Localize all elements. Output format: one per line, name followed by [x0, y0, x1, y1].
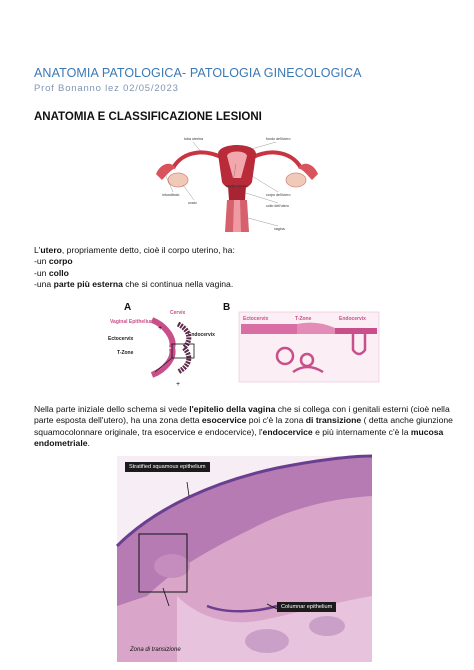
- uterus-illustration: [148, 130, 326, 236]
- plus-sign-top: +: [158, 325, 163, 332]
- left-ovary-shape: [168, 173, 188, 187]
- plus-sign-bottom: +: [176, 381, 181, 388]
- right-tube-shape: [248, 152, 301, 168]
- label-corpo: corpo dell'utero: [266, 193, 291, 197]
- gland-shape-2: [245, 629, 289, 653]
- cervix-lower-lip-shape: [152, 348, 173, 375]
- para2-line2: parte esposta dell'utero), ha una zona detta esocervice poi c'è la zona di transizione ( detta anche giunzione: [34, 415, 453, 426]
- label-a-endocervix: Endocervix: [188, 332, 215, 338]
- paragraph-schema: [34, 404, 453, 449]
- histology-image: [117, 456, 372, 662]
- uterus-anatomy-figure: [148, 130, 326, 236]
- left-tube-shape: [173, 152, 226, 168]
- para2-line3: squamocolonnare originale, tra esocervice e endocervice), l'endocervice e più internamente c'è la mucosa: [34, 426, 444, 437]
- paragraph-utero: [34, 245, 454, 290]
- panel-a-letter: A: [124, 302, 132, 313]
- cervix-shape: [228, 186, 246, 200]
- para1-line2: -un corpo: [34, 256, 73, 267]
- label-a-vaginal-epithelium: Vaginal Epithelium: [110, 319, 155, 325]
- tag-stratified-squamous: Stratified squamous epithelium: [125, 462, 210, 472]
- label-b-endocervix: Endocervix: [339, 316, 366, 322]
- label-vagina: vagina: [274, 227, 285, 231]
- para1-line4: -una parte più esterna che si continua nella vagina.: [34, 278, 234, 289]
- label-b-tzone: T-Zone: [295, 316, 312, 322]
- para2-line1: Nella parte iniziale dello schema si vede l'epitelio della vagina che si collega con i genitali esterni (cioè nella: [34, 404, 450, 414]
- document-subtitle: Prof Bonanno lez 02/05/2023: [34, 83, 179, 94]
- para2-line4: endometriale.: [34, 437, 90, 448]
- cervix-upper-lip-shape: [152, 320, 173, 348]
- label-a-ectocervix: Ectocervix: [108, 336, 134, 342]
- cervix-figure-panel-b: [223, 300, 385, 390]
- ectocervix-band-shape: [241, 324, 297, 334]
- para1-line1: L'utero, propriamente detto, cioè il corpo uterino, ha:: [34, 245, 235, 255]
- vaginal-canal-shape: [233, 200, 241, 232]
- label-a-tzone: T-Zone: [117, 350, 134, 356]
- tag-columnar: Columnar epithelium: [277, 602, 336, 612]
- gland-shape-1: [154, 554, 190, 578]
- histology-caption: Zona di transizione: [130, 647, 181, 653]
- endocervix-band-shape: [335, 328, 377, 334]
- label-infundibolo: infundibolo: [162, 193, 180, 197]
- label-tuba: tuba uterina: [184, 137, 203, 141]
- para1-line3: -un collo: [34, 267, 69, 278]
- label-fondo: fondo dell'utero: [266, 137, 291, 141]
- panel-b-letter: B: [223, 302, 231, 313]
- right-ovary-shape: [286, 173, 306, 187]
- label-ovaio: ovaio: [188, 201, 197, 205]
- cervix-diagram-a: [80, 300, 235, 390]
- document-title: ANATOMIA PATOLOGICA- PATOLOGIA GINECOLOGICA: [34, 66, 362, 80]
- label-a-cervix: Cervix: [170, 310, 186, 316]
- label-cavita: cavità uterina: [226, 184, 248, 188]
- histology-illustration: [117, 456, 372, 662]
- label-collo: collo dell'utero: [266, 204, 289, 208]
- cervix-figure-panel-a: [80, 300, 235, 390]
- section-heading: ANATOMIA E CLASSIFICAZIONE LESIONI: [34, 111, 262, 123]
- panel-b-frame: [239, 312, 379, 382]
- label-b-ectocervix: Ectocervix: [243, 316, 269, 322]
- cervix-diagram-b: [223, 300, 385, 390]
- gland-shape-3: [309, 616, 345, 636]
